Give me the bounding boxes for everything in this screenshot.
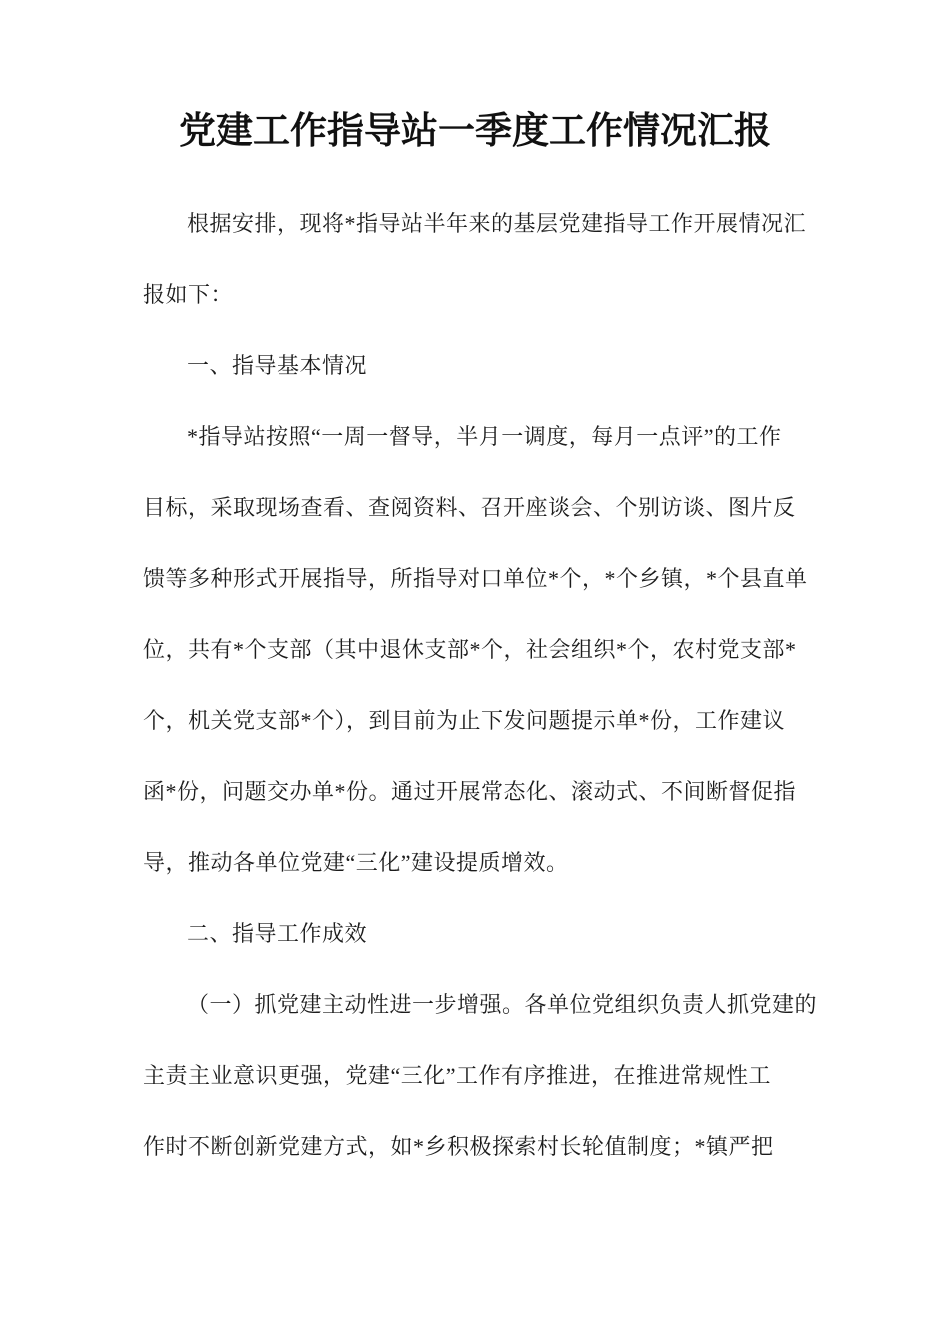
document-line: 导，推动各单位党建“三化”建设提质增效。 [143,850,569,876]
section-heading: 二、指导工作成效 [187,921,368,947]
document-line: 位，共有*个支部（其中退休支部*个，社会组织*个，农村党支部* [143,637,797,663]
document-body [0,188,950,1182]
document-line: （一）抓党建主动性进一步增强。各单位党组织负责人抓党建的 [187,992,818,1018]
document-line: 作时不断创新党建方式，如*乡积极探索村长轮值制度；*镇严把 [143,1134,774,1160]
document-line: 目标，采取现场查看、查阅资料、召开座谈会、个别访谈、图片反 [143,495,796,521]
document-line: 报如下： [143,282,234,308]
section-heading: 一、指导基本情况 [187,353,368,379]
document-title: 党建工作指导站一季度工作情况汇报 [179,111,771,152]
document-line: 主责主业意识更强，党建“三化”工作有序推进，在推进常规性工 [143,1063,772,1089]
document-line: 个，机关党支部*个），到目前为止下发问题提示单*份，工作建议 [143,708,786,734]
document-line: 馈等多种形式开展指导，所指导对口单位*个，*个乡镇，*个县直单 [143,566,808,592]
document-line: 函*份，问题交办单*份。通过开展常态化、滚动式、不间断督促指 [143,779,797,805]
document-line: *指导站按照“一周一督导，半月一调度，每月一点评”的工作 [187,424,782,450]
document-line: 根据安排，现将*指导站半年来的基层党建指导工作开展情况汇 [187,211,807,237]
